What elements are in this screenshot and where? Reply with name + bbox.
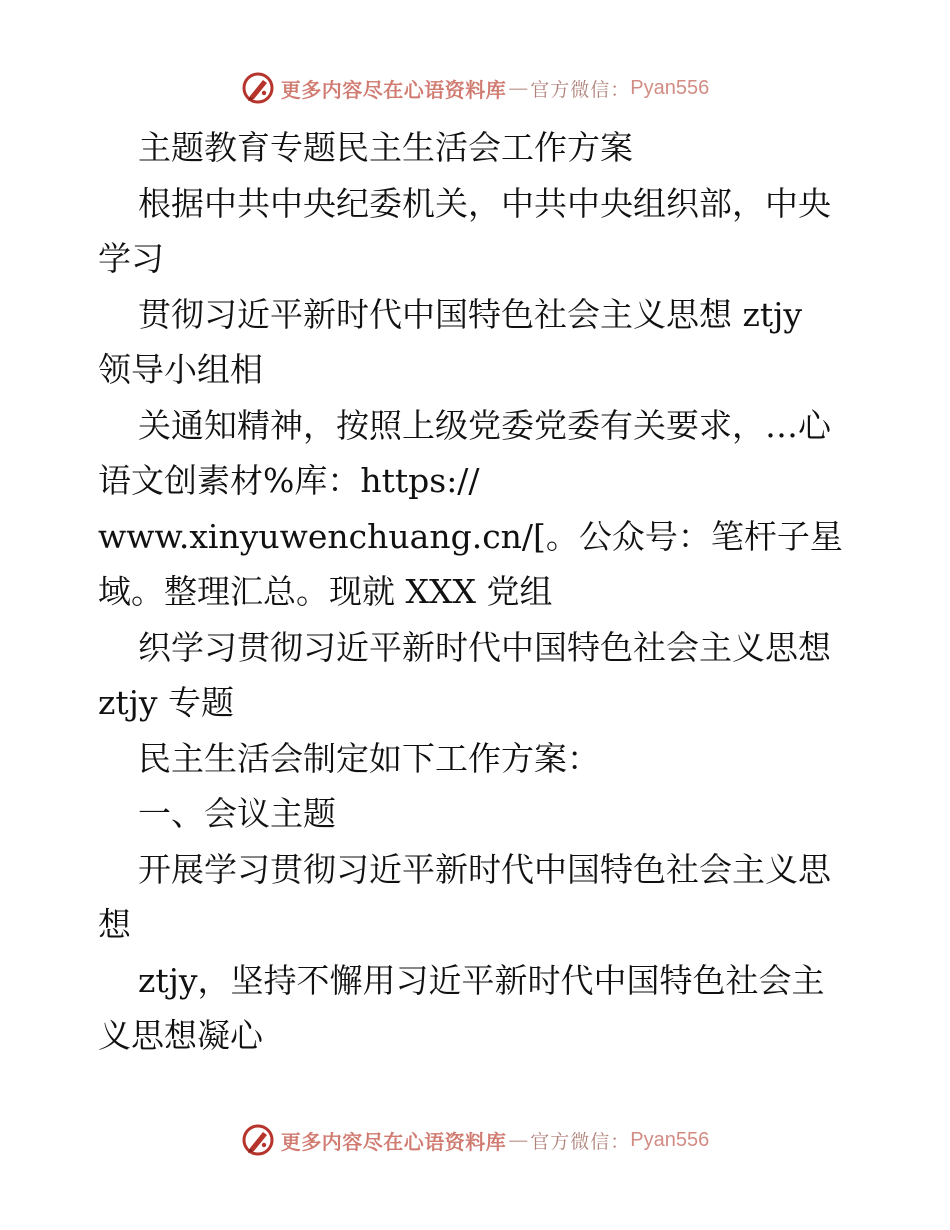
paragraph-line: 开展学习贯彻习近平新时代中国特色社会主义思 xyxy=(138,849,831,889)
pen-logo-icon xyxy=(241,1123,275,1157)
paragraph-line: 学习 xyxy=(98,239,164,278)
paragraph-line: 想 xyxy=(98,905,131,944)
paragraph-line: 织学习贯彻习近平新时代中国特色社会主义思想 xyxy=(138,627,831,667)
section-heading: 一、会议主题 xyxy=(138,794,336,833)
paragraph-line: 域。整理汇总。现就 XXX 党组 xyxy=(98,572,553,611)
paragraph-line: 贯彻习近平新时代中国特色社会主义思想 ztjy xyxy=(138,294,803,334)
document-title: 主题教育专题民主生活会工作方案 xyxy=(138,128,633,167)
page-footer xyxy=(0,1120,950,1160)
header-dash: — xyxy=(508,76,529,100)
document-body xyxy=(98,120,858,1064)
page-header xyxy=(0,68,950,108)
paragraph-line: 语文创素材%库：https:// xyxy=(98,461,480,500)
paragraph-line: 义思想凝心 xyxy=(98,1016,263,1055)
paragraph-line: 领导小组相 xyxy=(98,350,263,389)
header-wechat-label: 官方微信： xyxy=(530,78,631,101)
paragraph-line: 民主生活会制定如下工作方案： xyxy=(138,738,600,778)
paragraph-line-url: www.xinyuwenchuang.cn/[。公众号：笔杆子星 xyxy=(98,516,843,556)
paragraph-line: ztjy，坚持不懈用习近平新时代中国特色社会主 xyxy=(138,960,825,1000)
pen-logo-icon xyxy=(241,71,275,105)
paragraph-line: ztjy 专题 xyxy=(98,683,235,722)
paragraph-line: 根据中共中央纪委机关，中共中央组织部，中央 xyxy=(138,183,831,223)
header-wechat-id: Pyan556 xyxy=(630,76,710,99)
paragraph-line: 关通知精神，按照上级党委党委有关要求，…心 xyxy=(138,405,831,445)
header-brand-text: 更多内容尽在心语资料库 xyxy=(280,77,507,102)
footer-dash: — xyxy=(508,1128,529,1152)
footer-brand-text: 更多内容尽在心语资料库 xyxy=(280,1129,507,1154)
footer-wechat-label: 官方微信： xyxy=(530,1130,631,1153)
footer-wechat-id: Pyan556 xyxy=(630,1128,710,1151)
